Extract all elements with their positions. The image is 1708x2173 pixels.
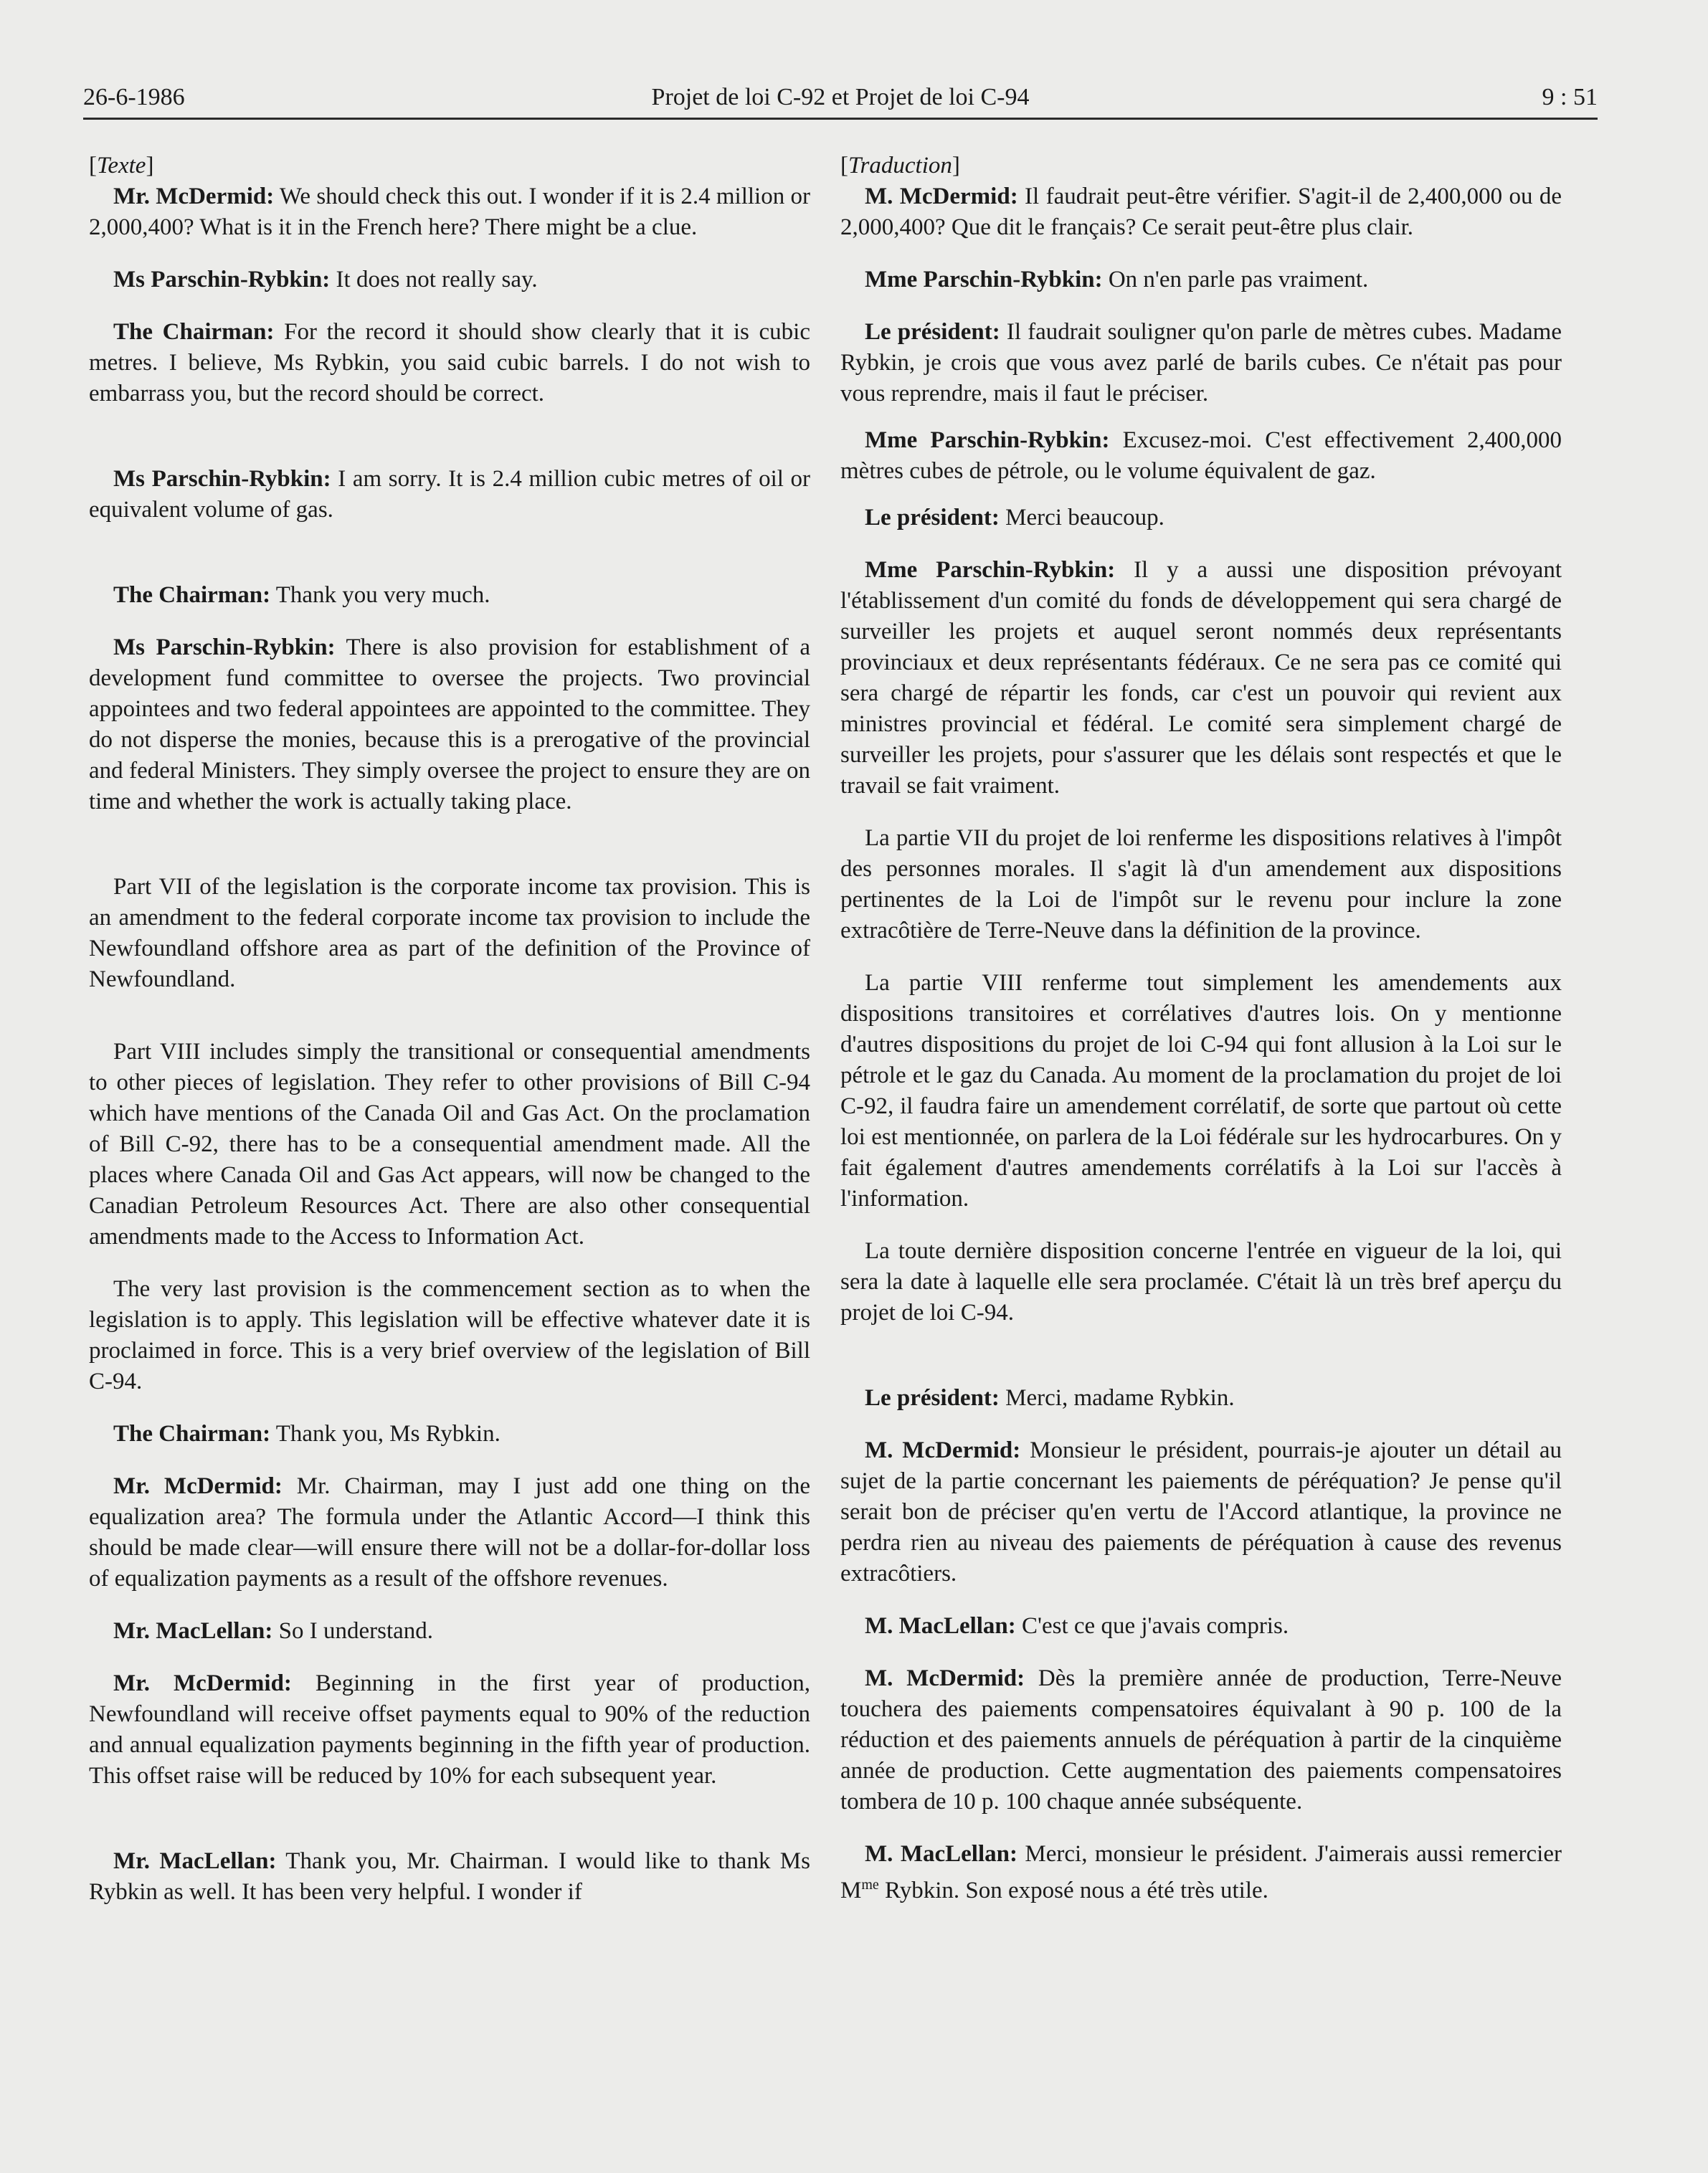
speaker-name: Le président: [865, 1385, 1000, 1411]
speaker-name: M. MacLellan: [865, 1841, 1017, 1867]
running-header [83, 77, 1598, 120]
speaker-name: The Chairman: [113, 582, 271, 608]
paragraph: Mr. McDermid: Beginning in the first year of production, Newfoundland will receive offset payments equal to 90% of the reduction and annual equalization payments beginning in the fifth year of production. This offset raise will be reduced by 10% for each subsequent year. [89, 1670, 811, 1789]
paragraph: M. MacLellan: Merci, monsieur le président. J'aimerais aussi remercier $M^{me}$ Rybkin. Son exposé nous a été très utile. [840, 1841, 1562, 1903]
speaker-name: M. McDermid: [865, 1437, 1021, 1463]
paragraph: M. McDermid: Il faudrait peut-être vérifier. S'agit-il de 2,400,000 ou de 2,000,400? Que dit le français? Ce serait peut-être plus clair. [840, 184, 1562, 240]
speaker-name: The Chairman: [113, 1421, 271, 1447]
paragraph: Ms Parschin-Rybkin: There is also provision for establishment of a development fund committee to oversee the projects. Two provincial appointees and two federal appointees are appointed to the committee. They do not disperse the monies, because this is a prerogative of the provincial and federal Ministers. They simply oversee the project to ensure they are on time and whether the work is actually taking place. [89, 634, 810, 814]
speaker-name: M. McDermid: [865, 184, 1018, 209]
paragraph: M. McDermid: Dès la première année de production, Terre-Neuve touchera des paiements compensatoires équivalant à 90 p. 100 de la réduction et des paiements annuels de péréquation à partir de la cinquième année de production. Cette augmentation des paiements compensatoires tombera de 10 p. 100 chaque année subséquente. [840, 1665, 1562, 1815]
paragraph: Mr. MacLellan: So I understand. [113, 1618, 434, 1644]
paragraph: Mme Parschin-Rybkin: On n'en parle pas vraiment. [865, 267, 1369, 293]
speaker-name: Mr. McDermid: [113, 1670, 292, 1696]
language-label: [Texte] [89, 153, 154, 179]
paragraph: The Chairman: Thank you very much. [113, 582, 490, 608]
paragraph: M. McDermid: Monsieur le président, pourrais-je ajouter un détail au sujet de la partie concernant les paiements de péréquation? Je pense qu'il serait bon de préciser qu'en vertu de l'Accord atlantique, la province ne perdra rien au niveau des paiements de péréquation à cause des revenus extracôtiers. [840, 1437, 1562, 1587]
paragraph: Mme Parschin-Rybkin: Excusez-moi. C'est effectivement 2,400,000 mètres cubes de pétrole, ou le volume équivalent de gaz. [840, 427, 1562, 484]
paragraph: Mr. McDermid: We should check this out. I wonder if it is 2.4 million or 2,000,400? What is it in the French here? There might be a clue. [89, 184, 810, 240]
english-column [89, 151, 810, 1908]
paragraph: Le président: Il faudrait souligner qu'on parle de mètres cubes. Madame Rybkin, je crois que vous avez parlé de barils cubes. Ce n'était pas pour vous reprendre, mais il faut le préciser. [840, 319, 1562, 406]
paragraph: Mr. McDermid: Mr. Chairman, may I just add one thing on the equalization area? The formula under the Atlantic Accord—I think this should be made clear—will ensure there will not be a dollar-for-dollar loss of equalization payments as a result of the offshore revenues. [89, 1473, 810, 1592]
paragraph: Part VIII includes simply the transitional or consequential amendments to other pieces of legislation. They refer to other provisions of Bill C-94 which have mentions of the Canada Oil and Gas Act. On the proclamation of Bill C-92, there has to be a consequential amendment made. All the places where Canada Oil and Gas Act appears, will now be changed to the Canadian Petroleum Resources Act. There are also other consequential amendments made to the Access to Information Act. [89, 1039, 810, 1250]
paragraph: Mme Parschin-Rybkin: Il y a aussi une disposition prévoyant l'établissement d'un comité du fonds de développement qui sera chargé de surveiller les projets et auquel seront nommés deux représentants provinciaux et deux représentants fédéraux. Ce ne sera pas ce comité qui sera chargé de répartir les fonds, car c'est un pouvoir qui revient aux ministres provincial et fédéral. Le comité sera simplement chargé de surveiller les projets, pour s'assurer que les délais sont respectés et que le travail se fait vraiment. [840, 557, 1562, 799]
paragraph: Part VII of the legislation is the corporate income tax provision. This is an amendment to the federal corporate income tax provision to include the Newfoundland offshore area as part of the definition of the Province of Newfoundland. [89, 874, 810, 992]
paragraph: Le président: Merci beaucoup. [865, 505, 1164, 531]
speaker-name: Ms Parschin-Rybkin: [113, 466, 331, 492]
paragraph: La partie VII du projet de loi renferme les dispositions relatives à l'impôt des personnes morales. Il s'agit là d'un amendement aux dispositions pertinentes de la Loi de l'impôt sur le revenu pour inclure la zone extracôtière de Terre-Neuve dans la définition de la province. [840, 825, 1562, 943]
speaker-name: M. McDermid: [865, 1665, 1025, 1691]
paragraph: The Chairman: For the record it should show clearly that it is cubic metres. I believe, Ms Rybkin, you said cubic barrels. I do not wish to embarrass you, but the record should be correct. [89, 319, 811, 406]
speaker-name: Ms Parschin-Rybkin: [113, 267, 331, 293]
speaker-name: Ms Parschin-Rybkin: [113, 634, 336, 660]
paragraph: La partie VIII renferme tout simplement les amendements aux dispositions transitoires et corrélatives d'autres lois. On y mentionne d'autres dispositions du projet de loi C-94 qui font allusion à la Loi sur le pétrole et le gaz du Canada. Au moment de la proclamation du projet de loi C-92, il faudra faire un amendement corrélatif, de sorte que partout où cette loi est mentionnée, on parlera de la Loi fédérale sur les hydrocarbures. On y fait également d'autres amendements corrélatifs à la Loi sur l'accès à l'information. [840, 970, 1562, 1212]
speaker-name: Mr. McDermid: [113, 1473, 283, 1499]
speaker-name: The Chairman: [113, 319, 275, 345]
paragraph: Ms Parschin-Rybkin: I am sorry. It is 2.4 million cubic metres of oil or equivalent volume of gas. [89, 466, 810, 523]
paragraph: M. MacLellan: C'est ce que j'avais compris. [865, 1613, 1289, 1639]
paragraph: The Chairman: Thank you, Ms Rybkin. [113, 1421, 500, 1447]
paragraph: Ms Parschin-Rybkin: It does not really say. [113, 267, 538, 293]
speaker-name: Mme Parschin-Rybkin: [865, 557, 1116, 583]
speaker-name: Mme Parschin-Rybkin: [865, 427, 1110, 453]
speaker-name: Mr. McDermid: [113, 184, 275, 209]
paragraph: La toute dernière disposition concerne l'entrée en vigueur de la loi, qui sera la date à laquelle elle sera proclamée. C'était là un très bref aperçu du projet de loi C-94. [840, 1238, 1562, 1326]
header-title: Projet de loi C-92 et Projet de loi C-94 [651, 84, 1030, 110]
speaker-name: M. MacLellan: [865, 1613, 1016, 1639]
language-label: [Traduction] [840, 153, 960, 179]
speaker-name: Mr. MacLellan: [113, 1618, 273, 1644]
speaker-name: Mme Parschin-Rybkin: [865, 267, 1103, 293]
paragraph: Le président: Merci, madame Rybkin. [865, 1385, 1235, 1411]
speaker-name: Le président: [865, 319, 1000, 345]
header-page-number: 9 : 51 [1542, 84, 1598, 110]
paragraph: Mr. MacLellan: Thank you, Mr. Chairman. I would like to thank Ms Rybkin as well. It has been very helpful. I wonder if [89, 1848, 810, 1905]
superscript: me [861, 1877, 879, 1893]
speaker-name: Le président: [865, 505, 1000, 531]
header-date: 26-6-1986 [83, 84, 185, 110]
speaker-name: Mr. MacLellan: [113, 1848, 277, 1874]
french-column [840, 151, 1562, 1906]
paragraph: The very last provision is the commencement section as to when the legislation is to apply. This legislation will be effective whatever date it is proclaimed in force. This is a very brief overview of the legislation of Bill C-94. [89, 1276, 810, 1394]
